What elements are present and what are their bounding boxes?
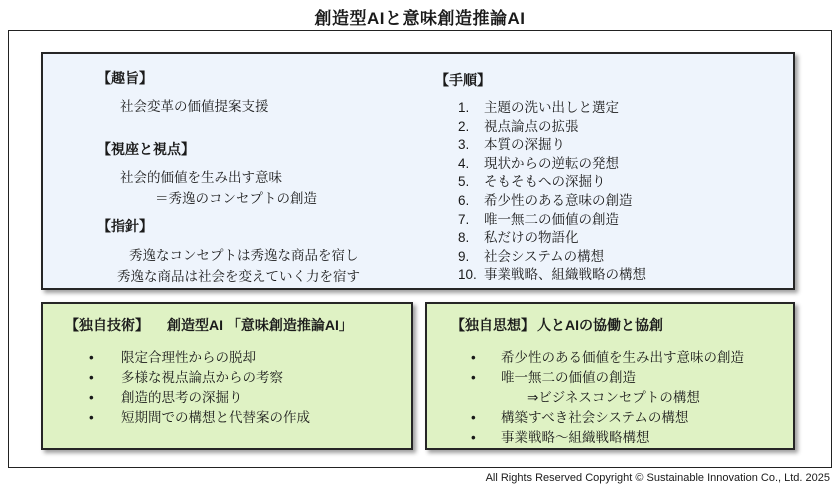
bullet-icon: • [471, 370, 476, 385]
step-text: そもそもへの深掘り [484, 174, 606, 190]
purpose-text: 社会変革の価値提案支援 [120, 99, 269, 114]
purpose-heading: 【趣旨】 [97, 70, 153, 86]
step-text: 唯一無二の価値の創造 [484, 211, 619, 227]
step-item [458, 173, 646, 192]
bullet-icon: • [89, 410, 94, 425]
overview-right-column [435, 71, 646, 285]
step-text: 主題の洗い出しと選定 [484, 100, 619, 115]
bullet-item [471, 368, 793, 388]
steps-list [435, 99, 646, 285]
step-item [458, 211, 646, 230]
guideline-line2: 秀逸な商品は社会を変えていく力を宿す [117, 269, 360, 284]
step-number: 5. [458, 174, 470, 190]
philosophy-heading [451, 316, 793, 335]
bullet-item [89, 388, 411, 408]
guideline-line1: 秀逸なコンセプトは秀逸な商品を宿し [129, 248, 359, 263]
step-text: 社会システムの構想 [484, 248, 605, 264]
bullet-item [471, 408, 793, 428]
step-item [458, 118, 646, 137]
step-number: 3. [458, 137, 470, 153]
viewpoint-heading: 【視座と視点】 [97, 141, 195, 157]
philosophy-bullet-list [427, 348, 793, 448]
step-text: 現状からの逆転の発想 [484, 155, 619, 171]
step-item [458, 136, 646, 155]
bullet-text: 構築すべき社会システムの構想 [501, 410, 689, 425]
viewpoint-line1: 社会的価値を生み出す意味 [120, 170, 282, 185]
step-number: 4. [458, 155, 470, 171]
bullet-item [471, 348, 793, 368]
step-number: 1. [458, 100, 470, 115]
bullet-icon: • [89, 350, 94, 365]
bullet-icon: • [471, 410, 476, 425]
tech-heading-title: 創造型AI 「意味創造推論AI」 [167, 317, 353, 333]
step-text: 本質の深掘り [484, 137, 565, 153]
guideline-heading: 【指針】 [97, 218, 153, 234]
bullet-text: 短期間での構想と代替案の作成 [121, 410, 310, 425]
step-number: 6. [458, 192, 470, 208]
bullet-item-indented [497, 388, 793, 408]
tech-bullet-list [43, 348, 411, 428]
tech-panel [41, 302, 413, 450]
bullet-text: 限定合理性からの脱却 [121, 350, 256, 365]
bullet-text: 多様な視点論点からの考察 [121, 370, 283, 385]
step-item [458, 192, 646, 211]
step-number: 7. [458, 211, 470, 227]
step-number: 9. [458, 248, 470, 264]
step-item [458, 248, 646, 267]
step-number: 8. [458, 230, 470, 246]
bullet-item [471, 428, 793, 448]
philosophy-heading-title: 人とAIの協働と協創 [537, 317, 663, 333]
step-text: 事業戦略、組織戦略の構想 [484, 267, 646, 283]
bullet-text: 事業戦略～組織戦略構想 [501, 430, 650, 445]
step-text: 希少性のある意味の創造 [484, 192, 633, 208]
step-item [458, 155, 646, 174]
bullet-text: 唯一無二の価値の創造 [501, 370, 636, 385]
step-text: 私だけの物語化 [484, 230, 579, 246]
bullet-item [89, 348, 411, 368]
philosophy-panel [425, 302, 795, 450]
overview-left-column [97, 69, 360, 286]
step-item [458, 99, 646, 118]
viewpoint-line2: ＝秀逸のコンセプトの創造 [155, 191, 317, 206]
overview-panel [41, 52, 795, 290]
steps-heading: 【手順】 [435, 72, 491, 88]
bullet-item [89, 408, 411, 428]
bullet-item [89, 368, 411, 388]
step-item [458, 266, 646, 285]
bullet-text: ⇒ビジネスコンセプトの構想 [527, 390, 700, 405]
page-title: 創造型AIと意味創造推論AI [314, 9, 526, 28]
tech-heading-label: 【独自技術】 [65, 317, 149, 333]
bullet-text: 創造的思考の深掘り [121, 390, 243, 405]
step-number: 10. [458, 267, 477, 283]
bullet-icon: • [471, 350, 476, 365]
tech-heading [65, 316, 411, 335]
bullet-icon: • [471, 430, 476, 445]
step-text: 視点論点の拡張 [484, 118, 579, 134]
step-item [458, 229, 646, 248]
philosophy-heading-label: 【独自思想】 [451, 317, 535, 333]
step-number: 2. [458, 118, 470, 134]
copyright-note: All Rights Reserved Copyright © Sustainable Innovation Co., Ltd. 2025 [485, 472, 830, 484]
bullet-icon: • [89, 370, 94, 385]
bullet-icon: • [89, 390, 94, 405]
bullet-text: 希少性のある価値を生み出す意味の創造 [501, 350, 744, 365]
